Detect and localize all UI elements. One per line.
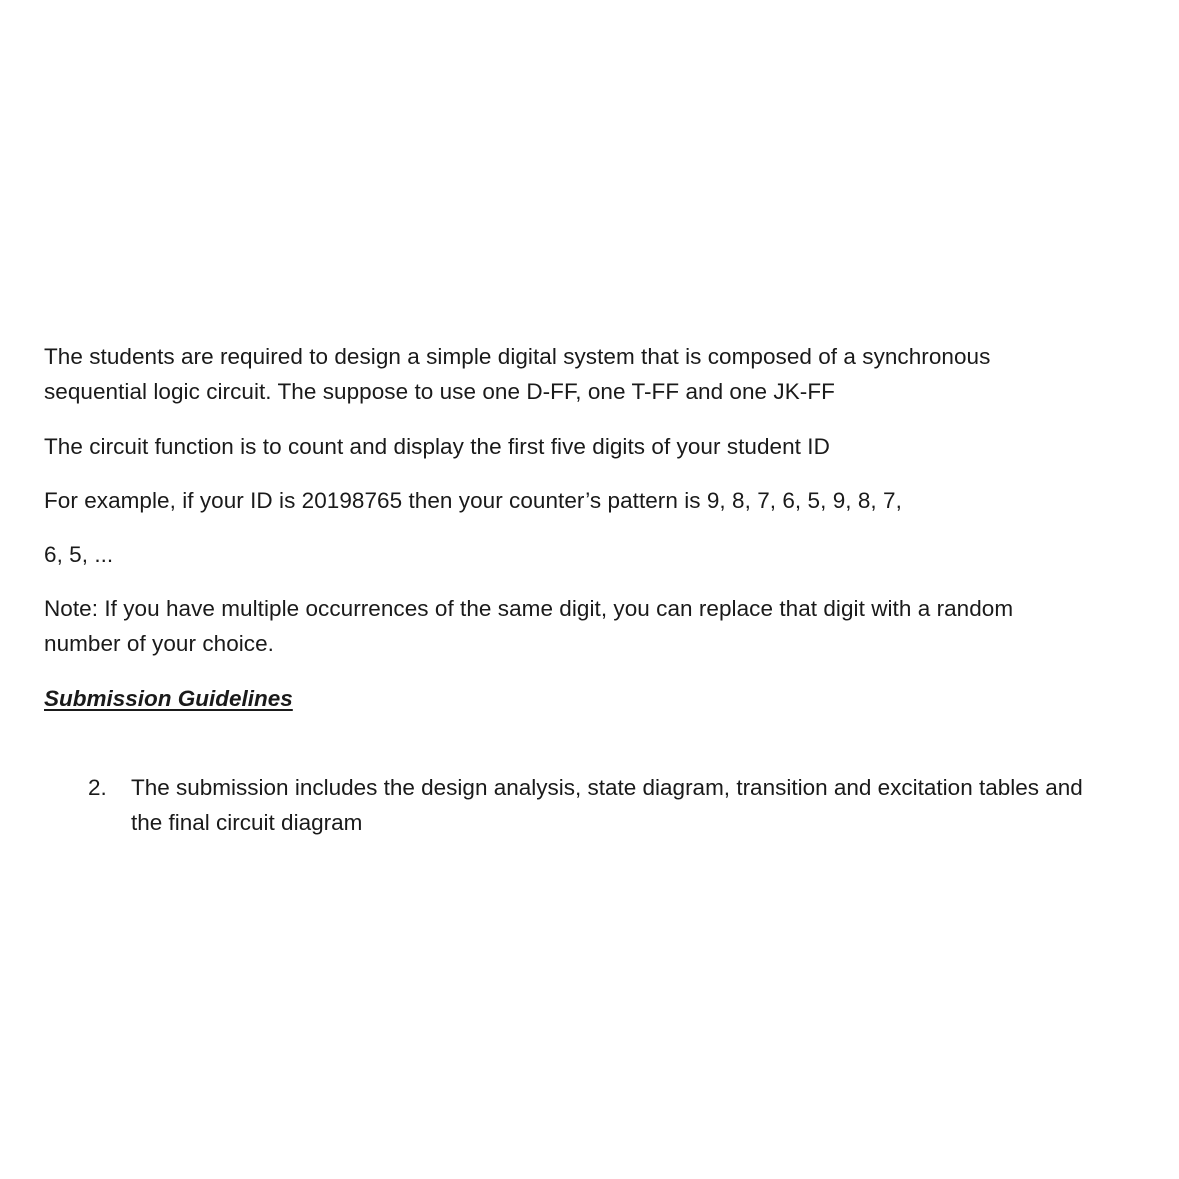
example-paragraph-line-1: For example, if your ID is 20198765 then your counter’s pattern is 9, 8, 7, 6, 5, 9, 8, 7,: [44, 488, 902, 513]
note-paragraph-line-1: Note: If you have multiple occurrences of the same digit, you can replace that digit with a random: [44, 596, 1014, 621]
list-item-text-line-2: the final circuit diagram: [131, 810, 363, 835]
note-paragraph-line-2: number of your choice.: [44, 631, 274, 656]
function-paragraph: The circuit function is to count and display the first five digits of your student ID: [44, 434, 830, 459]
submission-guidelines-heading: Submission Guidelines: [44, 686, 293, 711]
list-item-continuation: [88, 805, 362, 840]
intro-paragraph-line-2: sequential logic circuit. The suppose to use one D-FF, one T-FF and one JK-FF: [44, 379, 835, 404]
intro-paragraph-line-1: The students are required to design a simple digital system that is composed of a synchronous: [44, 344, 991, 369]
list-item-number: 2.: [88, 775, 107, 800]
list-item-indent: [88, 805, 131, 840]
list-item: [88, 770, 1083, 805]
list-item-text-line-1: The submission includes the design analysis, state diagram, transition and excitation tables and: [131, 775, 1083, 800]
example-paragraph-line-2: 6, 5, ...: [44, 542, 114, 567]
